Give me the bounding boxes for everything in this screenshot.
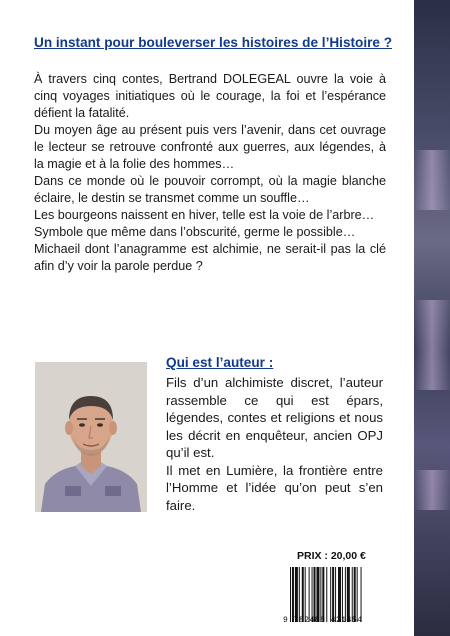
artwork-light-streak <box>414 300 450 390</box>
barcode-bar <box>320 567 321 622</box>
barcode-bar <box>347 567 350 622</box>
author-bio-paragraph: Il met en Lumière, la frontière entre l’Homme et l’idée qu’on peut s’en faire. <box>166 462 383 513</box>
price-label: PRIX : 20,00 € <box>297 550 366 562</box>
barcode-bar <box>302 567 304 622</box>
synopsis-paragraph: Du moyen âge au présent puis vers l’avenir, dans cet ouvrage le lecteur se retrouve confronté aux guerres, aux légendes, à la magie et à la folie des hommes… <box>34 123 386 171</box>
barcode-bar <box>322 567 324 622</box>
barcode-bar <box>295 567 298 622</box>
artwork-light-streak <box>414 470 450 510</box>
barcode-bar <box>335 567 336 622</box>
barcode-bar <box>309 567 310 622</box>
synopsis-paragraph: Les bourgeons naissent en hiver, telle est la voie de l’arbre… <box>34 208 375 222</box>
barcode-bar <box>290 567 291 622</box>
barcode-bar <box>326 567 327 622</box>
cover-title: Un instant pour bouleverser les histoires de l’Histoire ? <box>34 35 393 50</box>
barcode-bar <box>312 567 313 622</box>
barcode-bar <box>338 567 341 622</box>
synopsis-paragraph: À travers cinq contes, Bertrand DOLEGEAL ouvre la voie à cinq voyages initiatiques où le courage, la foi et l’espérance défient la fatalité. <box>34 72 386 120</box>
author-bio-paragraph: Fils d’un alchimiste discret, l’auteur rassemble ce qui est épars, légendes, contes et religions et nous les décrit en enquêteur, ancien OPJ qu’il est. <box>166 375 383 460</box>
author-photo <box>35 362 147 512</box>
author-heading: Qui est l’auteur : <box>166 355 274 370</box>
barcode-bar <box>305 567 306 622</box>
barcode-bar <box>361 567 362 622</box>
barcode-bar <box>345 567 346 622</box>
barcode-bar <box>316 567 319 622</box>
barcode-bar <box>357 567 358 622</box>
isbn-number: 9 782488 421454 <box>283 616 363 625</box>
barcode-bar <box>342 567 343 622</box>
barcode-bar <box>332 567 334 622</box>
synopsis-paragraph: Dans ce monde où le pouvoir corrompt, où la magie blanche éclaire, le destin se transmet comme un souffle… <box>34 174 386 205</box>
barcode-bar <box>299 567 300 622</box>
barcode-bar <box>314 567 316 622</box>
barcode-bar <box>354 567 356 622</box>
barcode-icon <box>289 567 389 622</box>
artwork-light-streak <box>414 150 450 210</box>
synopsis-paragraph: Michaeil dont l’anagramme est alchimie, ne serait-il pas la clé afin d’y voir la parole perdue ? <box>34 242 386 273</box>
barcode-bar <box>292 567 294 622</box>
synopsis-paragraph: Symbole que même dans l’obscurité, germe le possible… <box>34 225 356 239</box>
cover-artwork-edge <box>414 0 450 636</box>
barcode-bar <box>352 567 353 622</box>
author-bio <box>166 374 383 514</box>
barcode-bar <box>330 567 331 622</box>
author-portrait-icon <box>35 362 147 512</box>
synopsis <box>34 71 386 275</box>
